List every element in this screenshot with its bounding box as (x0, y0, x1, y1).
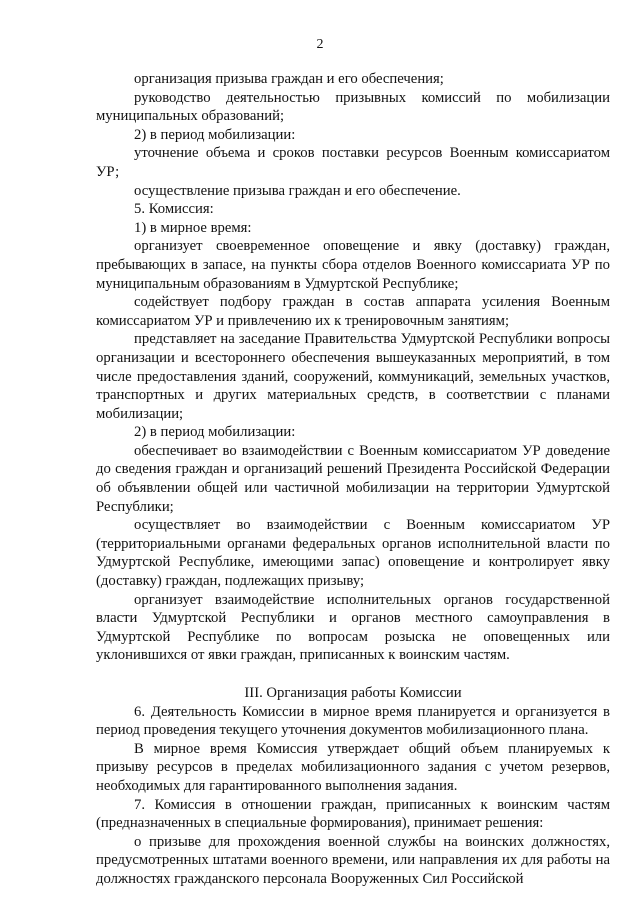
paragraph: уточнение объема и сроков поставки ресурсов Военным комиссариатом УР; (96, 145, 610, 180)
paragraph: 1) в мирное время: (134, 219, 252, 236)
document-body (96, 70, 610, 889)
paragraph: 6. Деятельность Комиссии в мирное время планируется и организуется в период проведения текущего уточнения документов мобилизационного плана. (96, 703, 610, 739)
paragraph: организация призыва граждан и его обеспечения; (134, 71, 444, 87)
paragraph: содействует подбору граждан в состав аппарата усиления Военным комиссариатом УР и привлечению их к тренировочным занятиям; (96, 294, 610, 329)
paragraph: В мирное время Комиссия утверждает общий объем планируемых к призыву ресурсов в пределах мобилизационного задания с учетом резервов, необходимых для гарантированного выполнения задания. (96, 740, 610, 794)
paragraph: руководство деятельностью призывных комиссий по мобилизации муниципальных образований; (96, 89, 610, 125)
paragraph: 7. Комиссия в отношении граждан, приписанных к воинским частям (предназначенных в специальные формирования), принимает решения: (96, 796, 610, 832)
paragraph: организует взаимодействие исполнительных органов государственной власти Удмуртской Республики и органов местного самоуправления в Удмуртской Республике по вопросам розыска не оповещенных или уклонившихся от явки граждан, приписанных к воинским частям. (96, 591, 610, 664)
paragraph: организует своевременное оповещение и явку (доставку) граждан, пребывающих в запасе, на пункты сбора отделов Военного комиссариата УР по муниципальным образованиям в Удмуртской Республике; (96, 238, 610, 292)
paragraph: представляет на заседание Правительства Удмуртской Республики вопросы организации и всестороннего обеспечения вышеуказанных мероприятий, в том числе предоставления зданий, сооружений, коммуникаций, земельных участков, транспортных и других материальных средств, в соответствии с планами мобилизации; (96, 331, 610, 422)
page-number: 2 (316, 37, 324, 52)
section-gap (96, 665, 610, 675)
paragraph: 2) в период мобилизации: (134, 424, 296, 441)
paragraph: 5. Комиссия: (134, 201, 214, 218)
paragraph: осуществление призыва граждан и его обеспечение. (134, 182, 461, 199)
paragraph: 2) в период мобилизации: (134, 126, 296, 143)
paragraph: обеспечивает во взаимодействии с Военным комиссариатом УР доведение до сведения граждан и организаций решений Президента Российской Федерации об объявлении общей или частичной мобилизации на территории Удмуртской Республики; (96, 442, 610, 515)
paragraph: о призыве для прохождения военной службы на воинских должностях, предусмотренных штатами военного времени, или направления их для работы на должностях гражданского персонала Вооруженных Сил Российской (96, 833, 610, 887)
paragraph: осуществляет во взаимодействии с Военным комиссариатом УР (территориальными органами федеральных органов исполнительной власти по Удмуртской Республике, имеющими запас) оповещение и контролирует явку (доставку) граждан, подлежащих призыву; (96, 517, 610, 590)
section-heading: III. Организация работы Комиссии (244, 685, 462, 701)
